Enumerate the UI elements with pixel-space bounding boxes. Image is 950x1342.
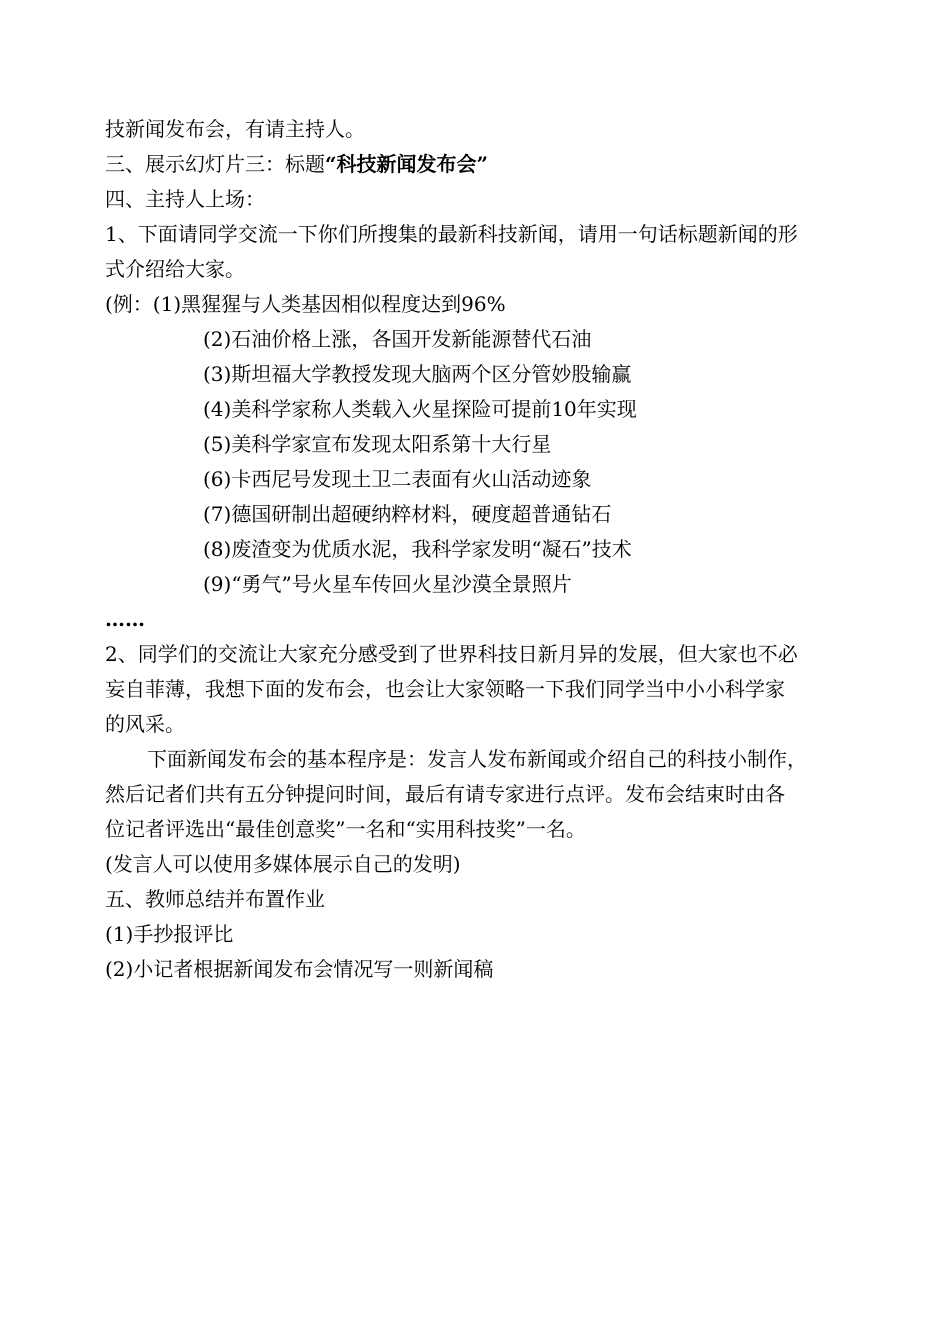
paragraph-procedure-line-2: 然后记者们共有五分钟提问时间，最后有请专家进行点评。发布会结束时由各 xyxy=(105,782,785,806)
example-item: (8)废渣变为优质水泥，我科学家发明“凝石”技术 xyxy=(203,537,632,561)
example-item: (4)美科学家称人类载入火星探险可提前10年实现 xyxy=(203,397,637,421)
example-item: (5)美科学家宣布发现太阳系第十大行星 xyxy=(203,432,552,456)
paragraph-exchange-line-2: 式介绍给大家。 xyxy=(105,257,245,281)
paragraph-appreciation-line-1: 2、同学们的交流让大家充分感受到了世界科技日新月异的发展，但大家也不必 xyxy=(105,642,798,666)
homework-item: (2)小记者根据新闻发布会情况写一则新闻稿 xyxy=(105,957,494,981)
paragraph-appreciation-line-3: 的风采。 xyxy=(105,712,185,736)
example-item: (2)石油价格上涨，各国开发新能源替代石油 xyxy=(203,327,592,351)
paragraph-host-on-stage: 四、主持人上场： xyxy=(105,187,265,211)
paragraph-procedure-line-3: 位记者评选出“最佳创意奖”一名和“实用科技奖”一名。 xyxy=(105,817,586,841)
paragraph-procedure-line-1: 下面新闻发布会的基本程序是：发言人发布新闻或介绍自己的科技小制作， xyxy=(147,747,807,771)
example-item: (例：(1)黑猩猩与人类基因相似程度达到96% xyxy=(105,292,506,316)
paragraph-slide-three xyxy=(105,147,865,182)
ellipsis-text: …… xyxy=(105,607,145,631)
example-item: (3)斯坦福大学教授发现大脑两个区分管妙股输赢 xyxy=(203,362,632,386)
slide-three-title: “科技新闻发布会” xyxy=(325,152,489,176)
homework-item: (1)手抄报评比 xyxy=(105,922,234,946)
paragraph-multimedia-note: (发言人可以使用多媒体展示自己的发明) xyxy=(105,852,461,876)
paragraph-appreciation-line-2: 妄自菲薄，我想下面的发布会，也会让大家领略一下我们同学当中小小科学家 xyxy=(105,677,785,701)
example-item: (9)“勇气”号火星车传回火星沙漠全景照片 xyxy=(203,572,572,596)
example-item: (7)德国研制出超硬纳粹材料，硬度超普通钻石 xyxy=(203,502,612,526)
slide-three-label: 三、展示幻灯片三：标题 xyxy=(105,152,325,176)
example-item: (6)卡西尼号发现土卫二表面有火山活动迹象 xyxy=(203,467,592,491)
paragraph-intro-ending: 技新闻发布会，有请主持人。 xyxy=(105,117,365,141)
paragraph-exchange-line-1: 1、下面请同学交流一下你们所搜集的最新科技新闻，请用一句话标题新闻的形 xyxy=(105,222,798,246)
section-five-heading: 五、教师总结并布置作业 xyxy=(105,887,325,911)
document-body xyxy=(105,112,865,987)
